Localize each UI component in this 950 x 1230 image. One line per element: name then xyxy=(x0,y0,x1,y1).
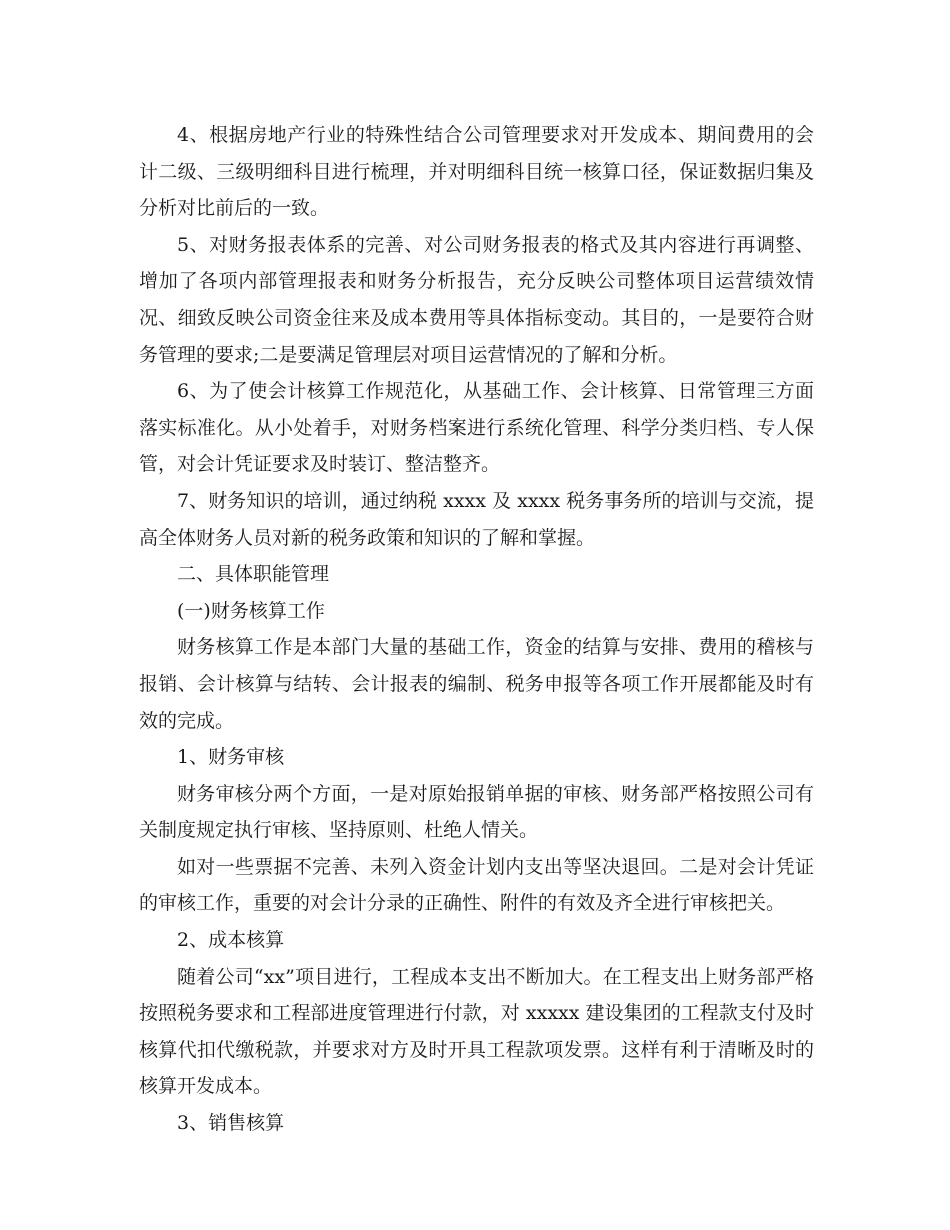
document-body xyxy=(139,117,814,1142)
heading-sales-accounting: 3、销售核算 xyxy=(177,1112,285,1135)
paragraph-item-7: 7、财务知识的培训，通过纳税 xxxx 及 xxxx 税务事务所的培训与交流，提高全体财务人员对新的税务政策和知识的了解和掌握。 xyxy=(139,489,814,549)
heading-cost-accounting: 2、成本核算 xyxy=(177,929,285,952)
paragraph-item-4: 4、根据房地产行业的特殊性结合公司管理要求对开发成本、期间费用的会计二级、三级明细科目进行梳理，并对明细科目统一核算口径，保证数据归集及分析对比前后的一致。 xyxy=(139,124,814,220)
paragraph-audit-2: 如对一些票据不完善、未列入资金计划内支出等坚决退回。二是对会计凭证的审核工作，重要的对会计分录的正确性、附件的有效及齐全进行审核把关。 xyxy=(139,855,814,915)
heading-financial-audit: 1、财务审核 xyxy=(177,746,285,769)
section-heading: 二、具体职能管理 xyxy=(177,563,330,586)
paragraph-audit-1: 财务审核分两个方面，一是对原始报销单据的审核、财务部严格按照公司有关制度规定执行审核、坚持原则、杜绝人情关。 xyxy=(139,782,814,842)
subsection-heading: (一)财务核算工作 xyxy=(177,599,325,622)
paragraph-cost-accounting: 随着公司“xx”项目进行，工程成本支出不断加大。在工程支出上财务部严格按照税务要求和工程部进度管理进行付款，对 xxxxx 建设集团的工程款支付及时核算代扣代缴税款，并要求对方及时开具工程款项发票。这样有利于清晰及时的核算开发成本。 xyxy=(139,965,814,1098)
paragraph-item-6: 6、为了使会计核算工作规范化，从基础工作、会计核算、日常管理三方面落实标准化。从小处着手，对财务档案进行系统化管理、科学分类归档、专人保管，对会计凭证要求及时装订、整洁整齐。 xyxy=(139,380,814,476)
paragraph-item-5: 5、对财务报表体系的完善、对公司财务报表的格式及其内容进行再调整、增加了各项内部管理报表和财务分析报告，充分反映公司整体项目运营绩效情况、细致反映公司资金往来及成本费用等具体指标变动。其目的，一是要符合财务管理的要求;二是要满足管理层对项目运营情况的了解和分析。 xyxy=(139,233,814,366)
paragraph-accounting-intro: 财务核算工作是本部门大量的基础工作，资金的结算与安排、费用的稽核与报销、会计核算与结转、会计报表的编制、税务申报等各项工作开展都能及时有效的完成。 xyxy=(139,636,814,732)
